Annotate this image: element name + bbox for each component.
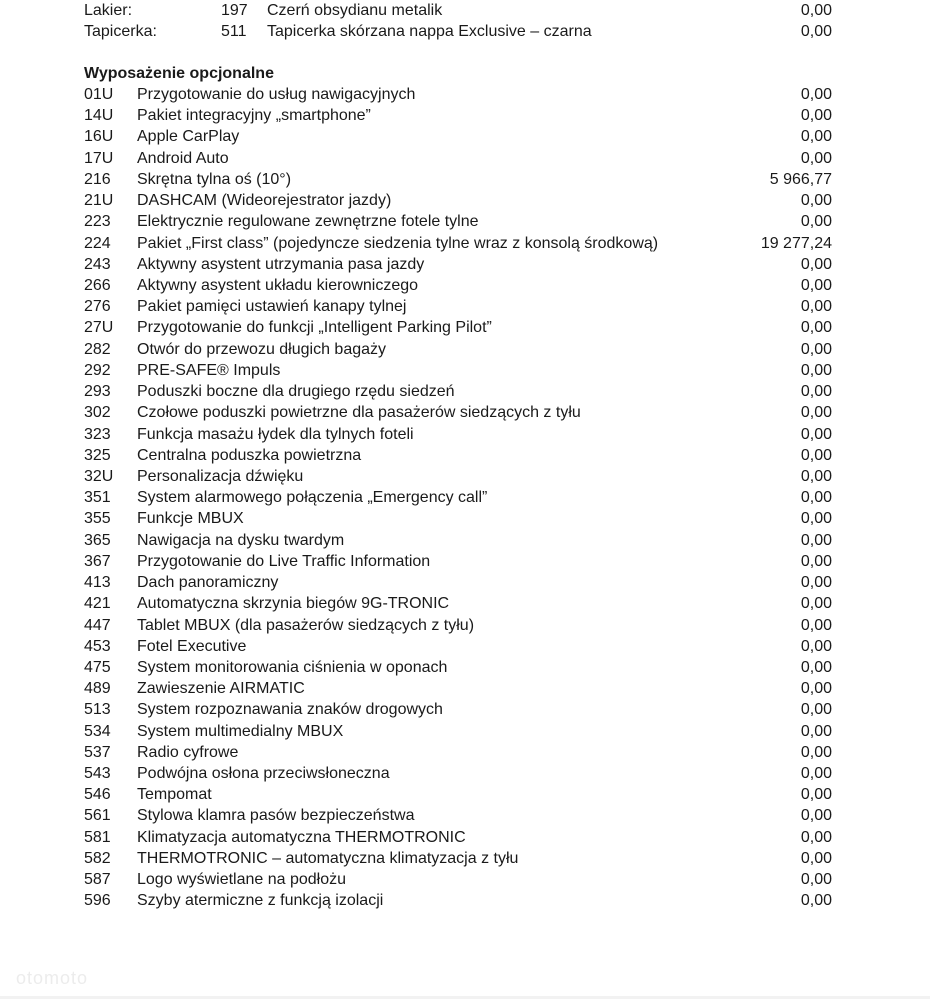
option-description: Skrętna tylna oś (10°) (137, 170, 292, 188)
option-code: 413 (84, 574, 111, 592)
option-price: 19 277,24 (760, 234, 832, 252)
upholstery-label: Tapicerka: (84, 23, 157, 40)
option-code: 21U (84, 192, 114, 210)
option-price: 0,00 (800, 425, 832, 443)
paint-desc: Czerń obsydianu metalik (267, 2, 443, 19)
option-description: Podwójna osłona przeciwsłoneczna (137, 765, 390, 783)
option-code: 365 (84, 531, 111, 549)
option-price: 0,00 (800, 319, 832, 337)
option-code: 293 (84, 383, 111, 401)
option-code: 453 (84, 637, 111, 655)
option-price: 0,00 (800, 807, 832, 825)
option-price: 0,00 (800, 510, 832, 528)
option-code: 292 (84, 361, 111, 379)
option-row (84, 508, 832, 529)
option-row (84, 699, 832, 720)
option-row (84, 551, 832, 572)
option-price: 0,00 (800, 128, 832, 146)
option-price: 5 966,77 (769, 170, 832, 188)
option-description: Personalizacja dźwięku (137, 467, 304, 485)
option-code: 537 (84, 743, 111, 761)
option-description: Nawigacja na dysku twardym (137, 531, 345, 549)
option-price: 0,00 (800, 531, 832, 549)
option-description: Klimatyzacja automatyczna THERMOTRONIC (137, 828, 466, 846)
paint-row (84, 0, 832, 21)
option-code: 421 (84, 595, 111, 613)
option-code: 447 (84, 616, 111, 634)
option-code: 14U (84, 107, 114, 125)
option-price: 0,00 (800, 86, 832, 103)
upholstery-desc: Tapicerka skórzana nappa Exclusive – czarna (267, 23, 592, 40)
option-description: Przygotowanie do funkcji „Intelligent Parking Pilot” (137, 319, 492, 337)
option-code: 581 (84, 828, 111, 846)
option-code: 27U (84, 319, 114, 337)
upholstery-row (84, 21, 832, 42)
option-code: 325 (84, 446, 111, 464)
option-row (84, 657, 832, 678)
option-description: Przygotowanie do usług nawigacyjnych (137, 86, 416, 103)
option-price: 0,00 (800, 552, 832, 570)
option-code: 223 (84, 213, 111, 231)
option-row (84, 254, 832, 275)
option-price: 0,00 (800, 404, 832, 422)
option-description: System rozpoznawania znaków drogowych (137, 701, 443, 719)
option-price: 0,00 (800, 849, 832, 867)
option-price: 0,00 (800, 701, 832, 719)
option-row (84, 721, 832, 742)
option-description: System alarmowego połączenia „Emergency call” (137, 489, 488, 507)
option-price: 0,00 (800, 192, 832, 210)
option-code: 16U (84, 128, 114, 146)
option-row (84, 105, 832, 126)
option-description: Pakiet pamięci ustawień kanapy tylnej (137, 298, 407, 316)
option-price: 0,00 (800, 467, 832, 485)
option-price: 0,00 (800, 765, 832, 783)
option-row (84, 636, 832, 657)
option-price: 0,00 (800, 340, 832, 358)
option-description: Przygotowanie do Live Traffic Information (137, 552, 431, 570)
paint-code: 197 (221, 2, 248, 19)
option-code: 302 (84, 404, 111, 422)
option-row (84, 827, 832, 848)
option-price: 0,00 (800, 255, 832, 273)
option-description: Otwór do przewozu długich bagaży (137, 340, 387, 358)
option-row (84, 763, 832, 784)
option-code: 475 (84, 658, 111, 676)
option-row (84, 148, 832, 169)
option-code: 17U (84, 149, 114, 167)
option-price: 0,00 (800, 446, 832, 464)
option-code: 587 (84, 871, 111, 889)
option-price: 0,00 (800, 107, 832, 125)
option-row (84, 487, 832, 508)
option-row (84, 275, 832, 296)
upholstery-code: 511 (221, 23, 247, 40)
option-price: 0,00 (800, 658, 832, 676)
option-row (84, 317, 832, 338)
option-price: 0,00 (800, 361, 832, 379)
option-code: 489 (84, 680, 111, 698)
option-code: 282 (84, 340, 111, 358)
option-row (84, 424, 832, 445)
option-row (84, 84, 832, 105)
option-description: Zawieszenie AIRMATIC (137, 680, 305, 698)
option-price: 0,00 (800, 892, 832, 910)
option-price: 0,00 (800, 383, 832, 401)
option-description: Dach panoramiczny (137, 574, 279, 592)
option-price: 0,00 (800, 637, 832, 655)
option-row (84, 869, 832, 890)
option-price: 0,00 (800, 743, 832, 761)
option-row (84, 890, 832, 911)
option-row (84, 466, 832, 487)
option-code: 276 (84, 298, 111, 316)
option-row (84, 848, 832, 869)
option-row (84, 805, 832, 826)
option-code: 323 (84, 425, 111, 443)
upholstery-price: 0,00 (800, 23, 832, 40)
option-row (84, 784, 832, 805)
option-row (84, 530, 832, 551)
option-price: 0,00 (800, 722, 832, 740)
option-row (84, 211, 832, 232)
option-description: Pakiet integracyjny „smartphone” (137, 107, 371, 125)
option-code: 582 (84, 849, 111, 867)
option-code: 01U (84, 86, 114, 103)
option-row (84, 742, 832, 763)
option-code: 351 (84, 489, 111, 507)
option-code: 596 (84, 892, 111, 910)
option-description: Automatyczna skrzynia biegów 9G-TRONIC (137, 595, 450, 613)
option-code: 32U (84, 467, 114, 485)
option-row (84, 402, 832, 423)
option-row (84, 169, 832, 190)
option-code: 546 (84, 786, 111, 804)
option-description: Radio cyfrowe (137, 743, 239, 761)
option-description: Poduszki boczne dla drugiego rzędu siedzeń (137, 383, 455, 401)
option-price: 0,00 (800, 680, 832, 698)
option-description: Fotel Executive (137, 637, 247, 655)
section-title: Wyposażenie opcjonalne (84, 65, 274, 82)
option-description: Logo wyświetlane na podłożu (137, 871, 347, 889)
option-description: Centralna poduszka powietrzna (137, 446, 362, 464)
option-code: 513 (84, 701, 111, 719)
option-code: 543 (84, 765, 111, 783)
option-description: Czołowe poduszki powietrzne dla pasażerów siedzących z tyłu (137, 404, 581, 422)
option-description: Aktywny asystent utrzymania pasa jazdy (137, 255, 425, 273)
paint-price: 0,00 (800, 2, 832, 19)
option-price: 0,00 (800, 298, 832, 316)
option-description: Tablet MBUX (dla pasażerów siedzących z tyłu) (137, 616, 475, 634)
option-row (84, 233, 832, 254)
option-row (84, 445, 832, 466)
option-price: 0,00 (800, 616, 832, 634)
option-row (84, 678, 832, 699)
option-description: Funkcja masażu łydek dla tylnych foteli (137, 425, 414, 443)
paint-label: Lakier: (84, 2, 133, 19)
option-code: 355 (84, 510, 111, 528)
option-price: 0,00 (800, 595, 832, 613)
option-row (84, 360, 832, 381)
option-description: Apple CarPlay (137, 128, 240, 146)
option-price: 0,00 (800, 149, 832, 167)
option-code: 224 (84, 234, 111, 252)
option-row (84, 296, 832, 317)
option-description: Funkcje MBUX (137, 510, 244, 528)
option-description: DASHCAM (Wideorejestrator jazdy) (137, 192, 392, 210)
option-description: Tempomat (137, 786, 212, 804)
option-row (84, 615, 832, 636)
option-row (84, 126, 832, 147)
option-price: 0,00 (800, 276, 832, 294)
option-row (84, 593, 832, 614)
option-description: System multimedialny MBUX (137, 722, 344, 740)
option-price: 0,00 (800, 574, 832, 592)
option-code: 534 (84, 722, 111, 740)
option-description: Elektrycznie regulowane zewnętrzne fotele tylne (137, 213, 479, 231)
option-code: 561 (84, 807, 111, 825)
option-row (84, 339, 832, 360)
option-price: 0,00 (800, 786, 832, 804)
option-row (84, 381, 832, 402)
option-price: 0,00 (800, 489, 832, 507)
option-price: 0,00 (800, 871, 832, 889)
option-price: 0,00 (800, 828, 832, 846)
option-code: 367 (84, 552, 111, 570)
watermark: otomoto (16, 968, 89, 988)
option-description: PRE-SAFE® Impuls (137, 361, 281, 379)
option-description: System monitorowania ciśnienia w oponach (137, 658, 448, 676)
option-description: Stylowa klamra pasów bezpieczeństwa (137, 807, 415, 825)
option-row (84, 190, 832, 211)
option-description: THERMOTRONIC – automatyczna klimatyzacja z tyłu (137, 849, 519, 867)
option-code: 266 (84, 276, 111, 294)
option-description: Pakiet „First class” (pojedyncze siedzenia tylne wraz z konsolą środkową) (137, 234, 659, 252)
option-code: 216 (84, 170, 111, 188)
option-price: 0,00 (800, 213, 832, 231)
option-row (84, 572, 832, 593)
option-description: Aktywny asystent układu kierowniczego (137, 276, 419, 294)
option-description: Szyby atermiczne z funkcją izolacji (137, 892, 384, 910)
option-description: Android Auto (137, 149, 229, 167)
option-code: 243 (84, 255, 111, 273)
